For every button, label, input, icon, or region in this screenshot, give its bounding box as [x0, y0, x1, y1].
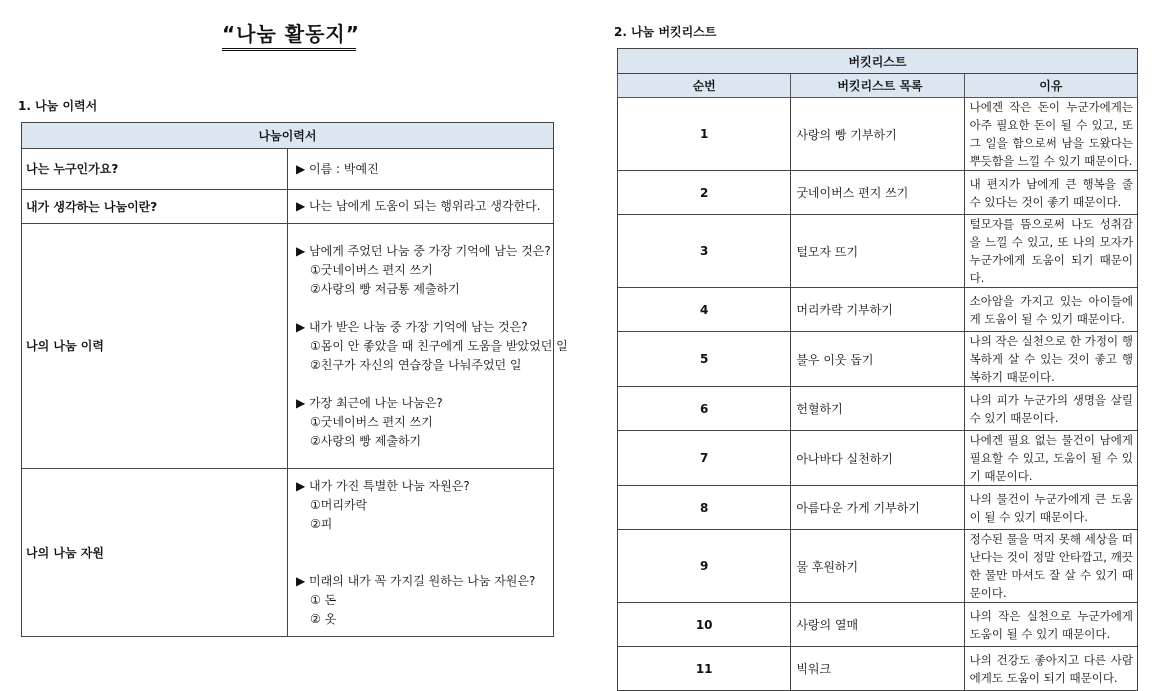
row-item: 빅워크 — [791, 647, 964, 691]
row-number: 3 — [618, 215, 791, 288]
row-reason: 나의 작은 실천으로 한 가정이 행복하게 살 수 있는 것이 좋고 행복하기 때문이다. — [964, 332, 1137, 387]
row-number: 7 — [618, 431, 791, 486]
row-reason: 나의 작은 실천으로 누군가에게 도움이 될 수 있기 때문이다. — [964, 603, 1137, 647]
resume-table — [21, 122, 568, 637]
row-value — [288, 469, 554, 637]
row-reason: 정수된 물을 먹지 못해 세상을 떠난다는 것이 정말 안타깝고, 깨끗한 물만 마셔도 잘 살 수 있기 때문이다. — [964, 530, 1137, 603]
row-number: 6 — [618, 387, 791, 431]
row-line: ▶ 내가 가진 특별한 나눔 자원은? — [296, 478, 470, 493]
page-title: “나눔 활동지” — [222, 18, 356, 51]
table-row — [618, 98, 1138, 171]
table-row — [618, 288, 1138, 332]
row-number: 5 — [618, 332, 791, 387]
row-number: 9 — [618, 530, 791, 603]
row-line: ▶ 나는 남에게 도움이 되는 행위라고 생각한다. — [296, 199, 541, 213]
bucketlist-column-headers — [618, 74, 1138, 98]
row-spacer — [296, 534, 553, 553]
row-line: ①굿네이버스 편지 쓰기 — [310, 262, 433, 277]
bucketlist-body — [618, 98, 1138, 691]
row-item: 아름다운 가게 기부하기 — [791, 486, 964, 530]
row-item: 아나바다 실천하기 — [791, 431, 964, 486]
row-reason: 나의 물건이 누군가에게 큰 도움이 될 수 있기 때문이다. — [964, 486, 1137, 530]
column-header-reason: 이유 — [964, 74, 1137, 98]
section-1-heading: 1. 나눔 이력서 — [18, 99, 98, 113]
row-line: ▶ 가장 최근에 나눈 나눔은? — [296, 395, 443, 410]
row-number: 10 — [618, 603, 791, 647]
row-number: 1 — [618, 98, 791, 171]
row-value — [288, 224, 568, 469]
column-header-item: 버킷리스트 목록 — [791, 74, 964, 98]
row-item: 사랑의 열매 — [791, 603, 964, 647]
row-line: ②사랑의 빵 저금통 제출하기 — [310, 281, 460, 296]
row-spacer — [296, 299, 553, 318]
row-item: 헌혈하기 — [791, 387, 964, 431]
row-reason: 털모자를 뜸으로써 나도 성취감을 느낄 수 있고, 또 나의 모자가 누군가에게 도움이 되기 때문이다. — [964, 215, 1137, 288]
resume-row-definition — [22, 190, 554, 224]
row-number: 8 — [618, 486, 791, 530]
row-line: ▶ 내가 받은 나눔 중 가장 기억에 남는 것은? — [296, 319, 528, 334]
resume-row-history — [22, 224, 554, 469]
row-spacer — [296, 553, 553, 572]
row-reason: 나의 건강도 좋아지고 다른 사람에게도 도움이 되기 때문이다. — [964, 647, 1137, 691]
row-label: 내가 생각하는 나눔이란? — [22, 190, 288, 224]
row-item: 굿네이버스 편지 쓰기 — [791, 171, 964, 215]
section-2-heading: 2. 나눔 버킷리스트 — [614, 25, 717, 39]
row-number: 4 — [618, 288, 791, 332]
row-label: 나의 나눔 이력 — [22, 224, 288, 469]
resume-row-resources — [22, 469, 554, 637]
row-line: ①몸이 안 좋았을 때 친구에게 도움을 받았었던 일 — [310, 338, 568, 353]
row-item: 불우 이웃 돕기 — [791, 332, 964, 387]
table-row — [618, 530, 1138, 603]
row-number: 11 — [618, 647, 791, 691]
row-item: 머리카락 기부하기 — [791, 288, 964, 332]
row-line: ②피 — [310, 516, 333, 531]
row-reason: 나에겐 필요 없는 물건이 남에게 필요할 수 있고, 도움이 될 수 있기 때문이다. — [964, 431, 1137, 486]
row-label: 나의 나눔 자원 — [22, 469, 288, 637]
row-line: ①머리카락 — [310, 497, 368, 512]
row-line: ①굿네이버스 편지 쓰기 — [310, 414, 433, 429]
row-line: ▶ 미래의 내가 꼭 가지길 원하는 나눔 자원은? — [296, 573, 536, 588]
row-value — [288, 190, 554, 224]
table-row — [618, 215, 1138, 288]
row-reason: 나에겐 작은 돈이 누군가에게는 아주 필요한 돈이 될 수 있고, 또 그 일을 함으로써 남을 도왔다는 뿌듯함을 느낄 수 있기 때문이다. — [964, 98, 1137, 171]
table-row — [618, 647, 1138, 691]
row-line: ②친구가 자신의 연습장을 나눠주었던 일 — [310, 357, 522, 372]
table-row — [618, 431, 1138, 486]
row-line: ① 돈 — [310, 592, 337, 607]
row-line: ▶ 이름 : 박예진 — [296, 161, 379, 176]
resume-table-header: 나눔이력서 — [22, 123, 554, 149]
row-reason: 내 편지가 남에게 큰 행복을 줄 수 있다는 것이 좋기 때문이다. — [964, 171, 1137, 215]
table-row — [618, 387, 1138, 431]
bucketlist-table — [617, 48, 1138, 691]
row-value — [288, 149, 554, 190]
bucketlist-table-header: 버킷리스트 — [618, 49, 1138, 74]
table-row — [618, 332, 1138, 387]
table-row — [618, 603, 1138, 647]
table-row — [618, 486, 1138, 530]
row-reason: 소아암을 가지고 있는 아이들에게 도움이 될 수 있기 때문이다. — [964, 288, 1137, 332]
resume-row-identity — [22, 149, 554, 190]
row-item: 사랑의 빵 기부하기 — [791, 98, 964, 171]
row-number: 2 — [618, 171, 791, 215]
row-spacer — [296, 375, 553, 394]
table-row — [618, 171, 1138, 215]
row-line: ②사랑의 빵 제출하기 — [310, 433, 422, 448]
row-reason: 나의 피가 누군가의 생명을 살릴 수 있기 때문이다. — [964, 387, 1137, 431]
row-line: ▶ 남에게 주었던 나눔 중 가장 기억에 남는 것은? — [296, 243, 551, 258]
row-label: 나는 누구인가요? — [22, 149, 288, 190]
row-item: 털모자 뜨기 — [791, 215, 964, 288]
row-line: ② 옷 — [310, 611, 337, 626]
column-header-number: 순번 — [618, 74, 791, 98]
row-item: 물 후원하기 — [791, 530, 964, 603]
